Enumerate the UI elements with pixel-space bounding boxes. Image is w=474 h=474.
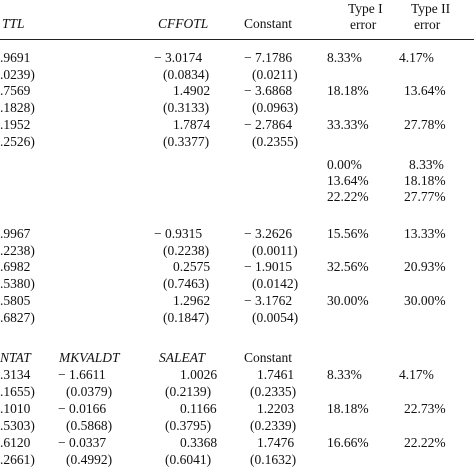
cell: 1.0026 xyxy=(180,367,218,382)
cell: − 0.0337 xyxy=(58,435,107,450)
cell: − 0.9315 xyxy=(154,226,203,241)
cell: − 3.0174 xyxy=(154,50,203,65)
cell: .9691 xyxy=(0,50,31,65)
cell: .1010 xyxy=(0,401,31,416)
cell: .1655) xyxy=(0,384,35,399)
cell: − 1.9015 xyxy=(244,259,293,274)
cell: 13.64% xyxy=(404,83,446,98)
header-type2-line2: error xyxy=(414,17,441,32)
header-rule xyxy=(0,39,474,40)
cell: 4.17% xyxy=(399,50,434,65)
cell: − 1.6611 xyxy=(58,367,106,382)
cell: 1.7476 xyxy=(257,435,295,450)
cell: 1.4902 xyxy=(173,83,211,98)
cell: .2238) xyxy=(0,243,35,258)
cell: .2526) xyxy=(0,134,35,149)
cell: 32.56% xyxy=(327,259,369,274)
cell: 22.73% xyxy=(404,401,446,416)
cell: 18.18% xyxy=(327,401,369,416)
cell: .6982 xyxy=(0,259,31,274)
cell: (0.6041) xyxy=(165,452,212,467)
cell: (0.0379) xyxy=(66,384,113,399)
cell: (0.0211) xyxy=(252,67,298,82)
header-type1-line2: error xyxy=(350,17,377,32)
cell: (0.3795) xyxy=(165,418,212,433)
cell: (0.2139) xyxy=(165,384,212,399)
cell: (0.1632) xyxy=(250,452,297,467)
cell: 0.2575 xyxy=(173,259,211,274)
header-constant-2: Constant xyxy=(244,350,293,365)
cell: 8.33% xyxy=(327,50,362,65)
cell: .0239) xyxy=(0,67,35,82)
cell: 0.00% xyxy=(327,157,362,172)
cell: 0.1166 xyxy=(180,401,217,416)
cell: 13.64% xyxy=(327,173,369,188)
header-type2-line1: Type II xyxy=(411,1,451,16)
cell: 18.18% xyxy=(327,83,369,98)
cell: (0.2355) xyxy=(252,134,299,149)
cell: − 0.0166 xyxy=(58,401,107,416)
cell: 1.2962 xyxy=(173,293,211,308)
cell: (0.3377) xyxy=(163,134,210,149)
cell: 4.17% xyxy=(399,367,434,382)
cell: (0.2238) xyxy=(163,243,210,258)
cell: (0.1847) xyxy=(163,310,210,325)
cell: .3134 xyxy=(0,367,31,382)
header-ttl: TTL xyxy=(2,16,25,31)
cell: .6827) xyxy=(0,310,35,325)
cell: 0.3368 xyxy=(180,435,218,450)
header-ntat: NTAT xyxy=(0,350,31,365)
cell: (0.4992) xyxy=(66,452,113,467)
cell: (0.0834) xyxy=(163,67,210,82)
cell: 18.18% xyxy=(404,173,446,188)
cell: (0.0011) xyxy=(252,243,298,258)
cell: (0.2339) xyxy=(250,418,297,433)
cell: .7569 xyxy=(0,83,31,98)
cell: .5303) xyxy=(0,418,35,433)
cell: (0.0963) xyxy=(252,100,299,115)
cell: (0.5868) xyxy=(66,418,113,433)
cell: 8.33% xyxy=(409,157,444,172)
cell: .1952 xyxy=(0,117,31,132)
cell: 27.77% xyxy=(404,189,446,204)
cell: 30.00% xyxy=(404,293,446,308)
cell: (0.7463) xyxy=(163,276,210,291)
cell: .2661) xyxy=(0,452,35,467)
cell: 27.78% xyxy=(404,117,446,132)
cell: .6120 xyxy=(0,435,31,450)
header-cffotl: CFFOTL xyxy=(158,16,209,31)
cell: 33.33% xyxy=(327,117,369,132)
cell: 22.22% xyxy=(404,435,446,450)
cell: 16.66% xyxy=(327,435,369,450)
cell: 22.22% xyxy=(327,189,369,204)
cell: (0.0142) xyxy=(252,276,299,291)
cell: 15.56% xyxy=(327,226,369,241)
header-type1-line1: Type I xyxy=(348,1,383,16)
header-mkvaldt: MKVALDT xyxy=(59,350,120,365)
cell: .1828) xyxy=(0,100,35,115)
cell: 20.93% xyxy=(404,259,446,274)
cell: (0.2335) xyxy=(250,384,297,399)
cell: .9967 xyxy=(0,226,31,241)
cell: (0.3133) xyxy=(163,100,210,115)
header-constant: Constant xyxy=(244,16,293,31)
cell: − 3.1762 xyxy=(244,293,293,308)
cell: − 2.7864 xyxy=(244,117,293,132)
cell: 8.33% xyxy=(327,367,362,382)
cell: 1.7874 xyxy=(173,117,211,132)
cell: 13.33% xyxy=(404,226,446,241)
cell: (0.0054) xyxy=(252,310,299,325)
cell: 1.7461 xyxy=(257,367,295,382)
cell: − 3.2626 xyxy=(244,226,293,241)
cell: − 3.6868 xyxy=(244,83,293,98)
cell: 1.2203 xyxy=(257,401,295,416)
cell: .5805 xyxy=(0,293,31,308)
cell: 30.00% xyxy=(327,293,369,308)
header-saleat: SALEAT xyxy=(159,350,206,365)
cell: − 7.1786 xyxy=(244,50,293,65)
cell: .5380) xyxy=(0,276,35,291)
